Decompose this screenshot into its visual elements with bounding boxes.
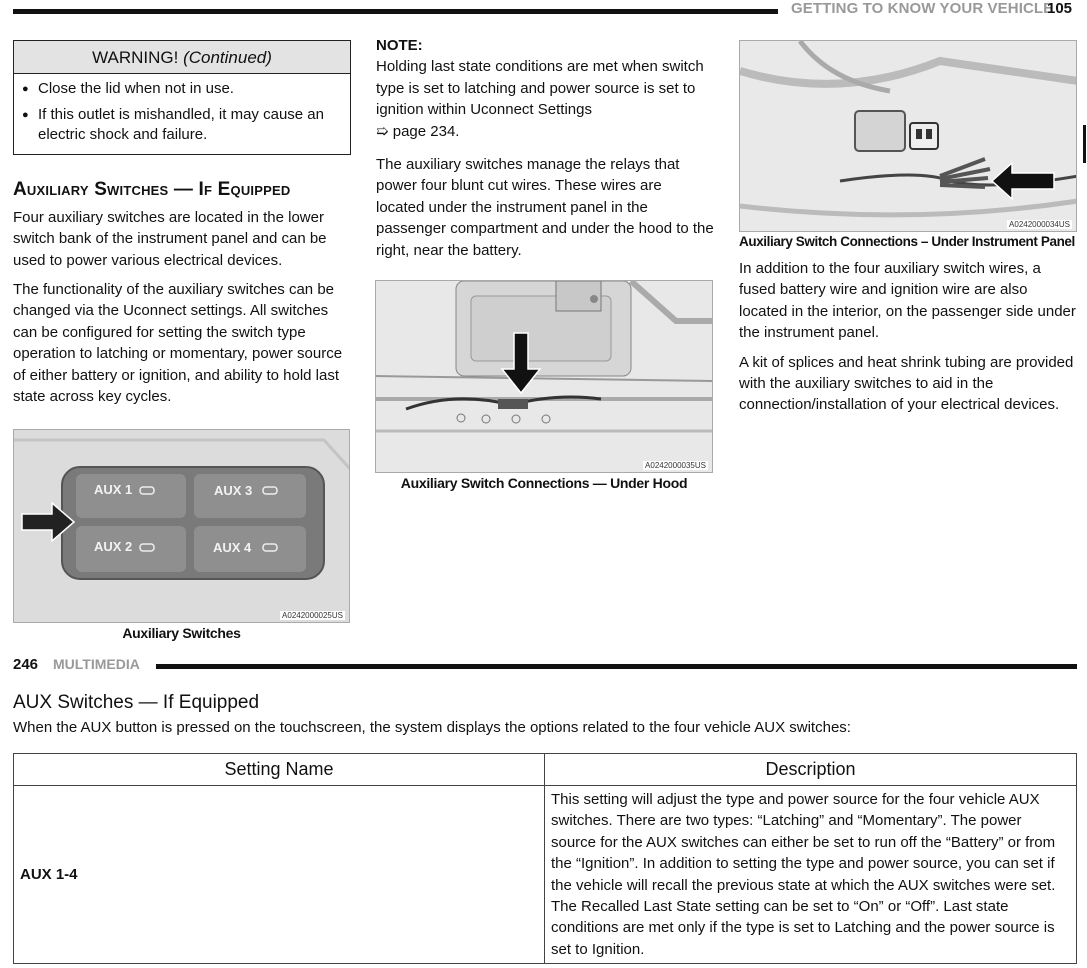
aux-section-title: AUX Switches — If Equipped [13, 692, 260, 713]
aux-label: AUX 2 [94, 539, 133, 554]
table-row [14, 786, 1077, 964]
figure-aux-switches [13, 429, 350, 623]
figure-code: A0242000025US [282, 611, 343, 620]
settings-table [13, 753, 1077, 964]
warning-box [13, 40, 351, 155]
aux-switch-bank-illustration [14, 430, 350, 623]
page-reference-link[interactable]: ➯ page 234. [376, 122, 460, 140]
section-tab-marker [1083, 125, 1086, 163]
table-header-row [14, 754, 1077, 786]
column-1 [13, 40, 351, 415]
setting-description: This setting will adjust the type and power source for the four vehicle AUX switches. There are two types: “Latching” and “Momentary”. The power source for the AUX switches can either be set to run off the “Battery” or from the “Ignition”. In addition to setting the type and power source, you can set if the vehicle will recall the previous state at which the AUX switches were set. The Recalled Last State setting can be set to “On” or “Off”. Last state conditions are met only if the type is set to Latching and the power source is set to Ignition. [545, 786, 1077, 964]
figure-caption: Auxiliary Switches [122, 625, 241, 641]
figure-code: A0242000034US [1009, 220, 1070, 229]
header-page-number: 105 [1047, 0, 1073, 17]
figure-caption: Auxiliary Switch Connections — Under Hood [400, 475, 688, 491]
footer-section: MULTIMEDIA [53, 656, 140, 672]
under-panel-illustration [740, 41, 1077, 232]
aux-label: AUX 1 [94, 482, 133, 497]
column-2 [376, 35, 714, 269]
footer-page-number: 246 [13, 656, 39, 673]
paragraph: A kit of splices and heat shrink tubing are provided with the auxiliary switches to aid in the connection/installation of your electrical devices. [739, 353, 1074, 414]
figure-code: A0242000035US [645, 461, 706, 470]
warning-item: ● If this outlet is mishandled, it may cause an electric shock and failure. [22, 105, 342, 145]
warning-item: ● Close the lid when not in use. [22, 79, 342, 99]
paragraph: In addition to the four auxiliary switch wires, a fused battery wire and ignition wire are also located in the interior, on the passenger side under the instrument panel. [739, 260, 1076, 342]
under-hood-illustration [376, 281, 713, 473]
aux-label: AUX 3 [214, 483, 253, 498]
warning-list [14, 74, 350, 154]
paragraph: Four auxiliary switches are located in the lower switch bank of the instrument panel and can be used to power various electrical devices. [13, 208, 327, 269]
aux-section-intro: When the AUX button is pressed on the touchscreen, the system displays the options related to the four vehicle AUX switches: [13, 719, 851, 736]
note-heading: NOTE: [376, 37, 423, 54]
column-3 [739, 258, 1079, 424]
note-text [376, 56, 714, 142]
figure-under-panel [739, 40, 1077, 232]
table-header: Description [545, 754, 1077, 786]
warning-title: WARNING! [92, 48, 179, 67]
header-rule [13, 9, 778, 14]
warning-continued: (Continued) [183, 48, 272, 67]
aux-label: AUX 4 [213, 540, 252, 555]
paragraph: The functionality of the auxiliary switches can be changed via the Uconnect settings. All switches can be configured for setting the switch type operation to latching or momentary, power source of either battery or ignition, and ability to hold last state across key cycles. [13, 281, 343, 406]
figure-under-hood [375, 280, 713, 473]
warning-heading [14, 41, 350, 74]
note-body: Holding last state conditions are met when switch type is set to latching and power source is set to ignition within Uconnect Settings [376, 58, 704, 119]
setting-name: AUX 1-4 [14, 786, 545, 964]
table-header: Setting Name [14, 754, 545, 786]
figure-caption: Auxiliary Switch Connections – Under Instrument Panel [739, 234, 1075, 249]
footer-rule [156, 664, 1077, 669]
paragraph: The auxiliary switches manage the relays that power four blunt cut wires. These wires are located under the instrument panel in the passenger compartment and under the hood to the right, near the battery. [376, 156, 714, 259]
section-title: Auxiliary Switches — If Equipped [13, 179, 291, 201]
header-title: GETTING TO KNOW YOUR VEHICLE [791, 0, 1054, 17]
